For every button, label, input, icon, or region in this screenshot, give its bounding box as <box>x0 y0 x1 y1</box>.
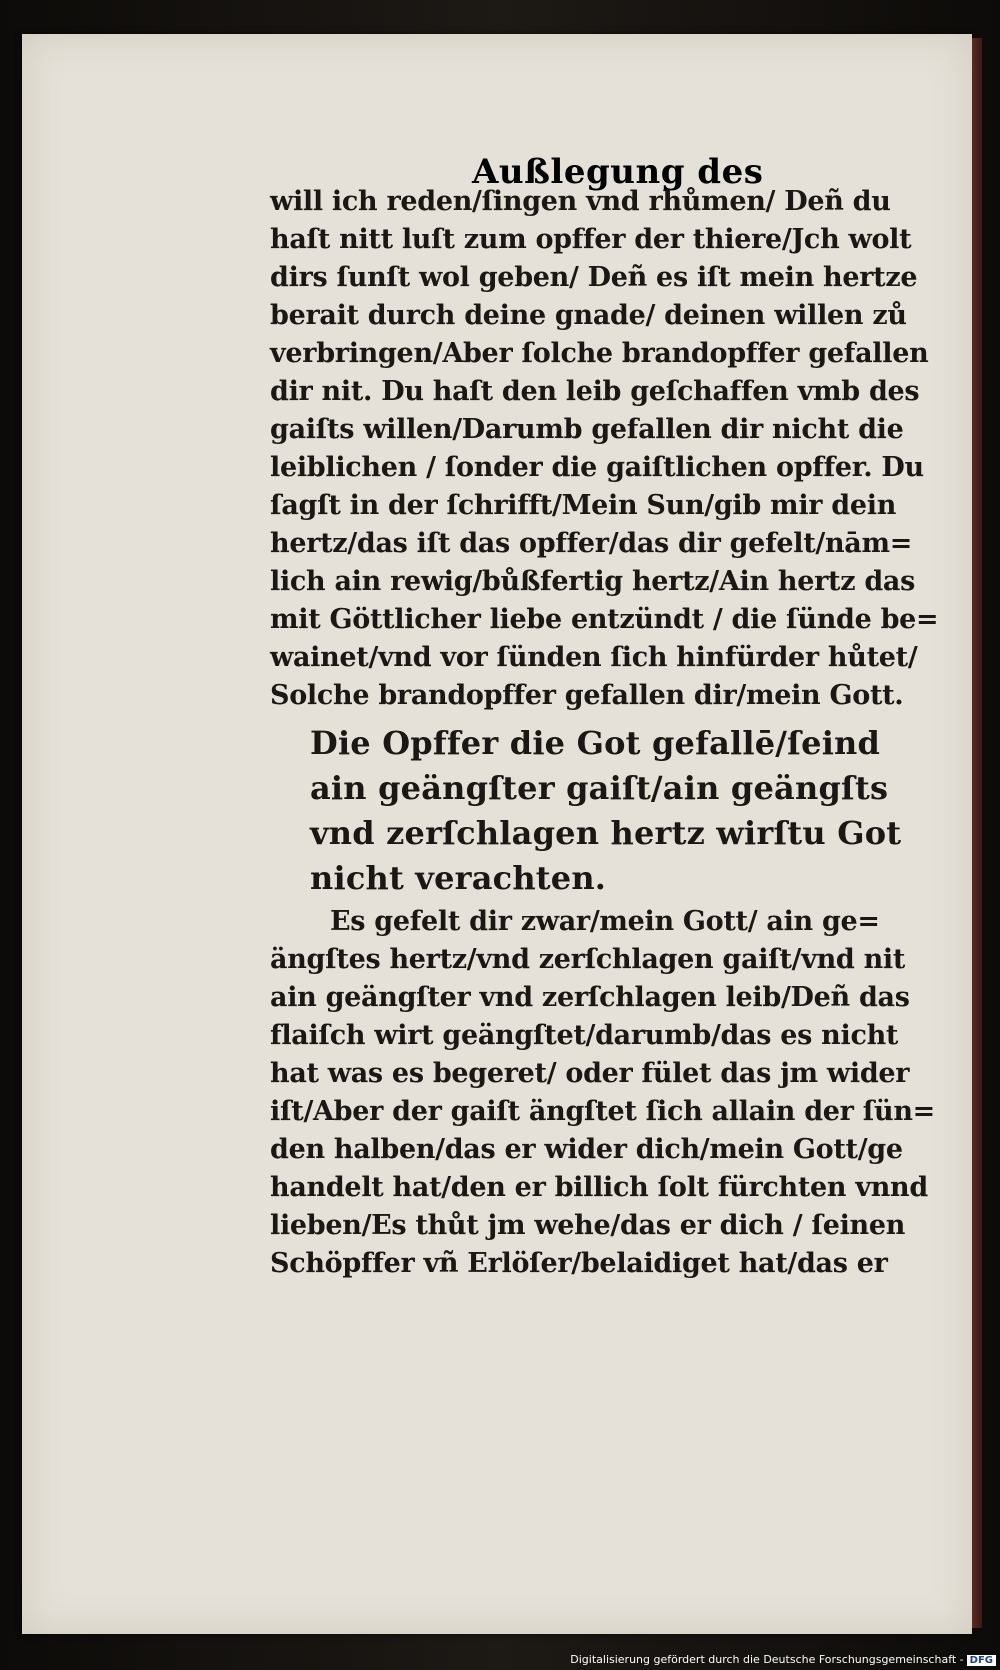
text-line: will ich reden/ſingen vnd rhůmen/ Deñ du <box>270 186 891 217</box>
text-line: hertz/das iſt das opffer/das dir gefelt/nām= <box>270 528 913 559</box>
text-line: Schöpffer vñ Erlöſer/belaidiget hat/das er <box>270 1248 888 1279</box>
text-line: ain geängſter vnd zerſchlagen leib/Deñ das <box>270 982 910 1013</box>
text-line: haſt nitt luſt zum opffer der thiere/Jch wolt <box>270 224 912 255</box>
text-line: lieben/Es thůt jm wehe/das er dich / ſeinen <box>270 1210 906 1241</box>
dfg-logo: DFG <box>967 1655 996 1666</box>
text-line: iſt/Aber der gaiſt ängſtet ſich allain der ſün= <box>270 1096 935 1127</box>
credit-text: Digitalisierung gefördert durch die Deutsche Forschungsgemeinschaft - <box>570 1653 964 1666</box>
text-line: hat was es begeret/ oder fület das jm wider <box>270 1058 910 1089</box>
text-line: handelt hat/den er billich ſolt fürchten vnnd <box>270 1172 928 1203</box>
text-line: leiblichen / ſonder die gaiſtlichen opffer. Du <box>270 452 924 483</box>
digitization-credit <box>570 1653 996 1666</box>
text-line: dirs ſunſt wol geben/ Deñ es iſt mein hertze <box>270 262 918 293</box>
text-line: ängſtes hertz/vnd zerſchlagen gaiſt/vnd nit <box>270 944 906 975</box>
book-page <box>22 34 972 1634</box>
text-line: den halben/das er wider dich/mein Gott/ge <box>270 1134 903 1165</box>
verse-line: vnd zerſchlagen hertz wirſtu Got <box>310 814 902 852</box>
text-line: Es gefelt dir zwar/mein Gott/ ain ge= <box>330 906 880 937</box>
verse-line: Die Opffer die Got gefallē/ſeind <box>310 724 881 762</box>
text-line: Solche brandopffer gefallen dir/mein Gott. <box>270 680 904 711</box>
text-line: gaiſts willen/Darumb gefallen dir nicht die <box>270 414 904 445</box>
text-line: dir nit. Du haſt den leib geſchaffen vmb des <box>270 376 920 407</box>
text-line: verbringen/Aber ſolche brandopffer gefallen <box>270 338 929 369</box>
text-line: flaiſch wirt geängſtet/darumb/das es nicht <box>270 1020 899 1051</box>
text-line: berait durch deine gnade/ deinen willen zů <box>270 300 907 331</box>
text-line: ſagſt in der ſchrifft/Mein Sun/gib mir dein <box>270 490 897 521</box>
verse-line: ain geängſter gaiſt/ain geängſts <box>310 769 889 807</box>
text-line: mit Göttlicher liebe entzündt / die ſünde be= <box>270 604 939 635</box>
verse-line: nicht verachten. <box>310 859 607 897</box>
text-line: wainet/vnd vor ſünden ſich hinfürder hůtet/ <box>270 642 918 673</box>
text-line: lich ain rewig/bůßfertig hertz/Ain hertz das <box>270 566 916 597</box>
running-head: Außlegung des <box>472 152 764 192</box>
